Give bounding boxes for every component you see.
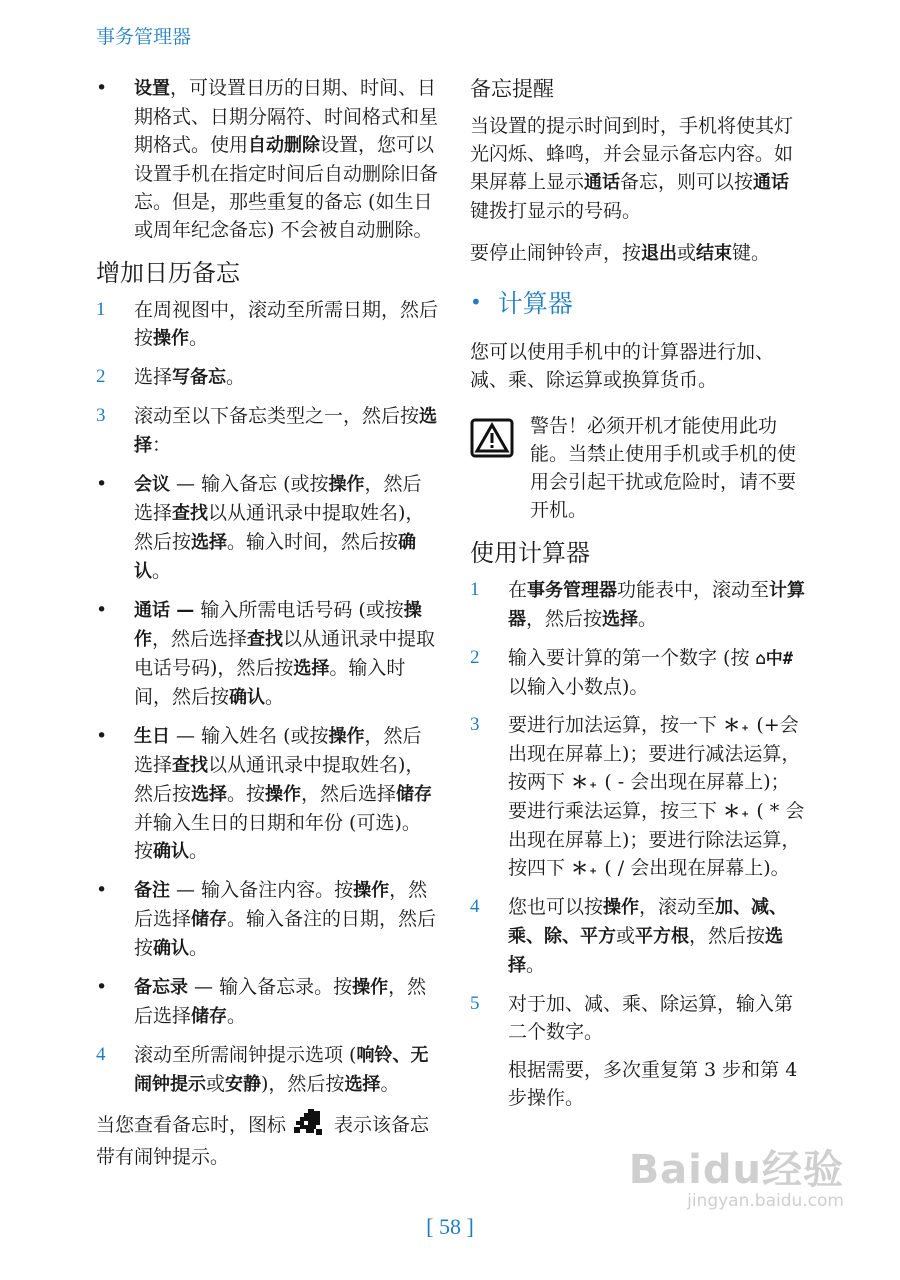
step-number: 3 <box>470 714 480 735</box>
text: 以从通讯录中提取姓名)，然后按 <box>134 754 425 805</box>
text: 在 <box>508 579 528 601</box>
star-key-icon: ＊₊ <box>571 859 599 879</box>
text: 滚动至所需闹钟提示选项 ( <box>134 1044 357 1066</box>
make-note-label: 写备忘 <box>172 367 227 388</box>
step-number: 4 <box>96 1044 106 1065</box>
heading-use-calculator: 使用计算器 <box>470 539 590 567</box>
warning-triangle-icon <box>470 418 514 458</box>
bold-term: 操作 <box>353 880 390 901</box>
bold-term: 通话 <box>753 172 790 193</box>
text: 。 <box>189 327 209 349</box>
bold-term: 通话 <box>584 172 621 193</box>
watermark-url: jingyan.baidu.com <box>687 1191 844 1211</box>
bold-term: 响铃、无闹钟提示 <box>134 1045 429 1095</box>
text: (+会出现在屏幕上)；要进行减法运算，按两下 <box>508 714 801 793</box>
bold-term: 确认 <box>134 532 417 582</box>
bold-term: 平方根 <box>635 926 690 947</box>
call-label: 通话 — <box>134 600 195 621</box>
warning-text: 警告！必须开机才能使用此功能。当禁止使用手机或手机的使用会引起干扰或危险时，请不要开机。 <box>530 415 797 521</box>
text: 要进行加法运算，按一下 <box>508 714 718 736</box>
bullet: • <box>96 976 108 998</box>
left-column <box>96 74 438 1171</box>
bold-term: 选择 <box>602 609 639 630</box>
bold-term: 选择 <box>191 784 228 805</box>
calc-step-4 <box>470 893 806 980</box>
right-column <box>470 74 806 1122</box>
text: 您也可以按 <box>508 896 604 918</box>
calc-step-1 <box>470 576 806 634</box>
bold-term: 选择 <box>293 658 330 679</box>
text: 设置，您可以设置手机在指定时间后自动删除旧备忘。但是，那些重复的备忘 (如生日或周年纪念备忘) 不会被自动删除。 <box>134 134 439 241</box>
hash-key-icon: ⌂中# <box>755 649 793 669</box>
text: — 输入备注内容。按 <box>170 879 354 901</box>
text: 。 <box>226 366 246 388</box>
bold-term: 加、减、乘、除、平方 <box>508 897 788 947</box>
text: 。 <box>152 560 172 582</box>
meeting-label: 会议 <box>134 474 170 495</box>
step-number: 1 <box>470 579 480 600</box>
bold-term: 操作 <box>352 977 389 998</box>
running-head: 事务管理器 <box>96 26 192 48</box>
bullet: • <box>96 879 108 901</box>
text: 或 <box>616 925 636 947</box>
bold-term: 操作 <box>265 784 302 805</box>
text: ，然后选择 <box>134 473 422 524</box>
stop-alarm-paragraph <box>470 239 806 268</box>
calc-step-2 <box>470 644 806 701</box>
text: 以从通讯录中提取电话号码)，然后按 <box>134 628 436 679</box>
text: ，然后选择 <box>301 783 397 805</box>
note-type-birthday <box>96 722 438 866</box>
text: 。 <box>380 1073 400 1095</box>
step-number: 5 <box>470 993 480 1014</box>
text: ，然后选择 <box>134 976 427 1027</box>
text: 备忘，则可以按 <box>620 171 754 193</box>
note-type-call <box>96 596 438 712</box>
note-type-reminder <box>96 973 438 1031</box>
text: 。 <box>189 840 209 862</box>
step-number: 1 <box>96 299 106 320</box>
text: — 输入备忘录。按 <box>188 976 353 998</box>
alert-paragraph <box>470 112 806 225</box>
text: ，滚动至 <box>639 896 716 918</box>
bold-term: 结束 <box>696 243 733 264</box>
text: ( / 会出现在屏幕上)。 <box>604 857 790 879</box>
text: 以从通讯录中提取姓名)，然后按 <box>134 502 425 553</box>
bold-term: 储存 <box>191 1006 228 1027</box>
star-key-icon: ＊₊ <box>571 773 599 793</box>
warning-box <box>470 412 806 524</box>
bold-term: 查找 <box>172 503 209 524</box>
options-label: 操作 <box>153 328 190 349</box>
bold-term: 储存 <box>191 909 228 930</box>
text: 。 <box>227 1005 247 1027</box>
text: ，然后选择 <box>134 879 428 930</box>
step-number: 2 <box>470 647 480 668</box>
text: 表示该备忘带有闹钟提示。 <box>96 1114 430 1168</box>
text: ( * 会出现在屏幕上)；要进行除法运算，按四下 <box>508 800 805 879</box>
watermark-logo: Baidu经验 <box>628 1147 844 1193</box>
step-4 <box>96 1041 438 1099</box>
bold-term: 计算器 <box>508 580 806 630</box>
bullet: • <box>96 473 108 495</box>
bold-term: 退出 <box>641 243 678 264</box>
bullet: • <box>96 725 108 747</box>
select-label: 选择 <box>134 406 438 456</box>
star-key-icon: ＊₊ <box>723 716 751 736</box>
bold-term: 确认 <box>153 938 190 959</box>
step-number: 2 <box>96 366 106 387</box>
text: 当设置的提示时间到时，手机将使其灯光闪烁、蜂鸣，并会显示备忘内容。如果屏幕上显示 <box>470 115 794 193</box>
bold-term: 确认 <box>153 841 190 862</box>
text: 。 <box>526 954 546 976</box>
step-2 <box>96 363 438 392</box>
text: 键拨打显示的号码。 <box>470 200 642 222</box>
bold-term: 事务管理器 <box>527 580 618 601</box>
step-1 <box>96 296 438 353</box>
repeat-note: 根据需要，多次重复第 3 步和第 4 步操作。 <box>508 1059 798 1109</box>
text: 在周视图中，滚动至所需日期，然后按 <box>134 299 439 349</box>
text: — 输入备忘 (或按 <box>170 473 329 495</box>
text: )，然后按 <box>261 1073 345 1095</box>
section-title: 计算器 <box>497 289 573 318</box>
note-type-memo <box>96 876 438 963</box>
bold-term: 选择 <box>191 532 228 553</box>
bold-term: 查找 <box>247 629 284 650</box>
bold-term: 操作 <box>603 897 640 918</box>
text: ： <box>152 434 172 456</box>
text: 。按 <box>227 783 266 805</box>
memo-label: 备注 <box>134 880 170 901</box>
text: 。输入时间，然后按 <box>134 657 406 708</box>
text: ，然后按 <box>526 608 603 630</box>
auto-delete-label: 自动删除 <box>248 135 321 156</box>
star-key-icon: ＊₊ <box>723 802 751 822</box>
text: ，然后按 <box>689 925 766 947</box>
text: 滚动至以下备忘类型之一，然后按 <box>134 405 420 427</box>
calc-step-3 <box>470 711 806 883</box>
text: 。 <box>265 686 285 708</box>
heading-add-calendar-note: 增加日历备忘 <box>96 259 240 287</box>
bold-term: 储存 <box>396 784 433 805</box>
text: 输入要计算的第一个数字 (按 <box>508 647 750 669</box>
alarm-clock-icon <box>294 1109 326 1143</box>
text: 或 <box>206 1073 226 1095</box>
reminder-label: 备忘录 <box>134 977 188 998</box>
watermark <box>629 1138 844 1211</box>
settings-label: 设置 <box>134 78 170 99</box>
alarm-note <box>96 1109 438 1171</box>
bold-term: 操作 <box>328 474 365 495</box>
text: 功能表中，滚动至 <box>617 579 770 601</box>
text: 要停止闹钟铃声，按 <box>470 242 642 264</box>
bold-term: 安静 <box>225 1074 262 1095</box>
bold-term: 操作 <box>328 726 365 747</box>
bullet: • <box>96 599 108 621</box>
text: 。输入时间，然后按 <box>227 531 399 553</box>
text: 键。 <box>732 242 771 264</box>
heading-note-alert: 备忘提醒 <box>470 77 554 101</box>
text: 。 <box>638 608 658 630</box>
note-type-meeting <box>96 470 438 586</box>
text: ，可设置日历的日期、时间、日期格式、日期分隔符、时间格式和星期格式。使用 <box>134 77 439 156</box>
step-3 <box>96 402 438 460</box>
text: 对于加、减、乘、除运算，输入第二个数字。 <box>508 993 794 1043</box>
page-number: [ 58 ] <box>426 1214 474 1239</box>
calc-step-5 <box>470 990 806 1112</box>
calculator-intro: 您可以使用手机中的计算器进行加、减、乘、除运算或换算货币。 <box>470 341 775 391</box>
text: ，然后选择 <box>134 725 422 776</box>
step-number: 4 <box>470 896 480 917</box>
section-calculator <box>470 286 806 320</box>
text: 。输入备注的日期，然后按 <box>134 908 437 959</box>
birthday-label: 生日 <box>134 726 170 747</box>
text: 并输入生日的日期和年份 (可选)。按 <box>134 812 421 862</box>
text: 或 <box>677 242 697 264</box>
text: ，然后选择 <box>152 628 248 650</box>
bold-term: 查找 <box>172 755 209 776</box>
bold-term: 操作 <box>134 600 422 650</box>
text: ( - 会出现在屏幕上)；要进行乘法运算，按三下 <box>508 771 790 822</box>
text: 输入所需电话号码 (或按 <box>194 599 404 621</box>
text: 当您查看备忘时，图标 <box>96 1114 287 1136</box>
text: — 输入姓名 (或按 <box>170 725 329 747</box>
settings-item <box>96 74 438 244</box>
bold-term: 选择 <box>344 1074 381 1095</box>
bold-term: 选择 <box>508 926 784 976</box>
section-bullet: • <box>470 290 482 314</box>
bullet: • <box>96 77 108 99</box>
step-number: 3 <box>96 405 106 426</box>
text: 选择 <box>134 366 173 388</box>
bold-term: 确认 <box>229 687 266 708</box>
text: 。 <box>189 937 209 959</box>
text: 以输入小数点)。 <box>508 676 649 698</box>
